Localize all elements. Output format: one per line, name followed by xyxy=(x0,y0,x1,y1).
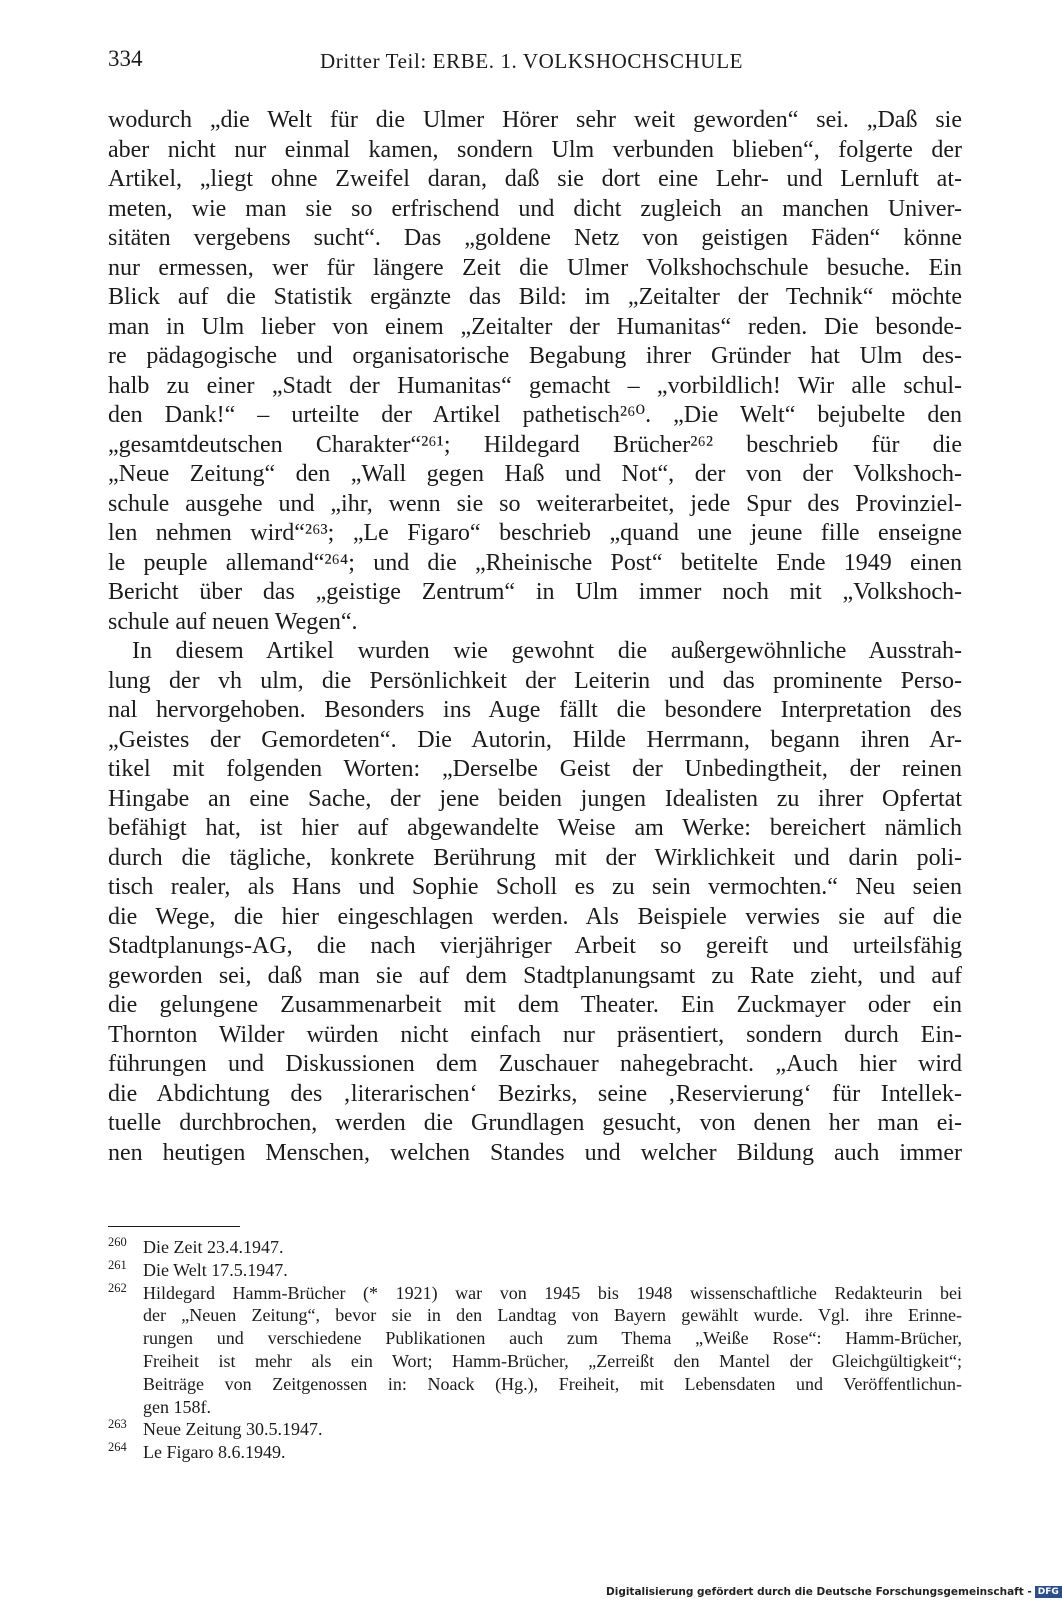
footnote-263 xyxy=(108,1418,962,1441)
text-line: „Neue Zeitung“ den „Wall gegen Haß und Not“, der von der Volkshoch- xyxy=(108,461,962,487)
text-line: die Wege, die hier eingeschlagen werden. Als Beispiele verwies sie auf die xyxy=(108,903,962,930)
footnote-text: Neue Zeitung 30.5.1947. xyxy=(143,1419,323,1440)
footnote-264 xyxy=(108,1441,962,1464)
text-line: Blick auf die Statistik ergänzte das Bild: im „Zeitalter der Technik“ möchte xyxy=(108,284,962,310)
text-line: sitäten vergebens sucht“. Das „goldene Netz von geistigen Fäden“ könne xyxy=(108,225,962,251)
text-line: Artikel, „liegt ohne Zweifel daran, daß sie dort eine Lehr- und Lernluft at- xyxy=(108,166,962,192)
footnote-text: Le Figaro 8.6.1949. xyxy=(143,1442,286,1463)
footnote-262-cont xyxy=(108,1304,962,1327)
text-line: Thornton Wilder würden nicht einfach nur präsentiert, sondern durch Ein- xyxy=(108,1021,962,1048)
text-line: „gesamtdeutschen Charakter“²⁶¹; Hildegard Brücher²⁶² beschrieb für die xyxy=(108,431,962,458)
page-number: 334 xyxy=(108,46,143,71)
footnote-262-cont xyxy=(108,1373,962,1396)
text-line: geworden sei, daß man sie auf dem Stadtplanungsamt zu Rate zieht, und auf xyxy=(108,962,962,989)
footnote-262-cont xyxy=(108,1396,962,1419)
text-line: schule auf neuen Wegen“. xyxy=(108,608,358,635)
footnote-262-cont xyxy=(108,1327,962,1350)
footnote-text: der „Neuen Zeitung“, bevor sie in den Landtag von Bayern gewählt wurde. Vgl. ihre Erinne- xyxy=(143,1305,962,1326)
text-line: re pädagogische und organisatorische Begabung ihrer Gründer hat Ulm des- xyxy=(108,343,962,369)
text-line: lung der vh ulm, die Persönlichkeit der Leiterin und das prominente Perso- xyxy=(108,667,962,694)
footnote-text: Die Zeit 23.4.1947. xyxy=(143,1237,284,1257)
text-line: halb zu einer „Stadt der Humanitas“ gemacht – „vorbildlich! Wir alle schul- xyxy=(108,372,962,399)
digitization-note xyxy=(606,1585,1062,1599)
text-line: nur ermessen, wer für längere Zeit die Ulmer Volkshochschule besuche. Ein xyxy=(108,254,962,281)
text-line: man in Ulm lieber von einem „Zeitalter der Humanitas“ reden. Die besonde- xyxy=(108,313,962,340)
footnote-number: 263 xyxy=(108,1417,127,1432)
footnote-261 xyxy=(108,1259,962,1282)
text-line: In diesem Artikel wurden wie gewohnt die außergewöhnliche Ausstrah- xyxy=(132,638,962,664)
text-line: le peuple allemand“²⁶⁴; und die „Rheinische Post“ betitelte Ende 1949 einen xyxy=(108,549,962,576)
footnote-text: Die Welt 17.5.1947. xyxy=(143,1259,288,1280)
footnote-text: Freiheit ist mehr als ein Wort; Hamm-Brücher, „Zerreißt den Mantel der Gleichgültigkeit“; xyxy=(143,1350,962,1371)
text-line: die Abdichtung des ‚literarischen‘ Bezirks, seine ‚Reservierung‘ für Intellek- xyxy=(108,1080,962,1107)
text-line: Hingabe an eine Sache, der jene beiden jungen Idealisten zu ihrer Opfertat xyxy=(108,785,962,812)
text-line: schule ausgehe und „ihr, wenn sie so weiterarbeitet, jede Spur des Provinziel- xyxy=(108,490,962,517)
text-line: wodurch „die Welt für die Ulmer Hörer sehr weit geworden“ sei. „Daß sie xyxy=(108,107,962,133)
text-line: „Geistes der Gemordeten“. Die Autorin, Hilde Herrmann, begann ihren Ar- xyxy=(108,726,962,753)
text-line: nal hervorgehoben. Besonders ins Auge fällt die besondere Interpretation des xyxy=(108,697,962,723)
footnote-text: Hildegard Hamm-Brücher (* 1921) war von 1945 bis 1948 wissenschaftliche Redakteurin bei xyxy=(143,1282,962,1303)
footnote-text: Beiträge von Zeitgenossen in: Noack (Hg.), Freiheit, mit Lebensdaten und Veröffentlichun- xyxy=(143,1373,962,1394)
footnote-number: 261 xyxy=(108,1257,127,1272)
text-line: den Dank!“ – urteilte der Artikel pathetisch²⁶⁰. „Die Welt“ bejubelte den xyxy=(108,402,962,428)
footnote-262 xyxy=(108,1282,962,1305)
footnote-262-cont xyxy=(108,1350,962,1373)
dfg-logo: DFG xyxy=(1035,1586,1062,1598)
footnote-number: 262 xyxy=(108,1280,127,1295)
digitization-text: Digitalisierung gefördert durch die Deutsche Forschungsgemeinschaft - xyxy=(606,1586,1032,1598)
text-line: führungen und Diskussionen dem Zuschauer nahegebracht. „Auch hier wird xyxy=(108,1051,962,1077)
footnotes xyxy=(108,1236,962,1464)
text-line: Stadtplanungs-AG, die nach vierjähriger Arbeit so gereift und urteilsfähig xyxy=(108,933,962,959)
footnote-number: 264 xyxy=(108,1440,127,1455)
text-line: die gelungene Zusammenarbeit mit dem Theater. Ein Zuckmayer oder ein xyxy=(108,992,962,1018)
footnote-text: gen 158f. xyxy=(143,1396,211,1417)
footnote-number: 260 xyxy=(108,1235,127,1249)
text-line: tikel mit folgenden Worten: „Derselbe Geist der Unbedingtheit, der reinen xyxy=(108,756,962,782)
text-line: durch die tägliche, konkrete Berührung mit der Wirklichkeit und darin poli- xyxy=(108,844,962,871)
running-head: Dritter Teil: ERBE. 1. VOLKSHOCHSCHULE xyxy=(320,49,744,73)
footnote-separator xyxy=(108,1226,240,1227)
footnote-text: rungen und verschiedene Publikationen auch zum Thema „Weiße Rose“: Hamm-Brücher, xyxy=(143,1328,962,1349)
text-line: tisch realer, als Hans und Sophie Scholl es zu sein vermochten.“ Neu seien xyxy=(108,874,962,900)
text-line: Bericht über das „geistige Zentrum“ in Ulm immer noch mit „Volkshoch- xyxy=(108,579,962,605)
text-line: aber nicht nur einmal kamen, sondern Ulm verbunden blieben“, folgerte der xyxy=(108,136,962,163)
body-text xyxy=(108,106,962,1168)
text-line: len nehmen wird“²⁶³; „Le Figaro“ beschrieb „quand une jeune fille enseigne xyxy=(108,520,962,546)
text-line: tuelle durchbrochen, werden die Grundlagen gesucht, von denen her man ei- xyxy=(108,1110,962,1136)
text-line: nen heutigen Menschen, welchen Standes und welcher Bildung auch immer xyxy=(108,1139,962,1166)
footnote-260 xyxy=(108,1236,962,1259)
text-line: meten, wie man sie so erfrischend und dicht zugleich an manchen Univer- xyxy=(108,195,962,222)
text-line: befähigt hat, ist hier auf abgewandelte Weise am Werke: bereichert nämlich xyxy=(108,815,962,841)
